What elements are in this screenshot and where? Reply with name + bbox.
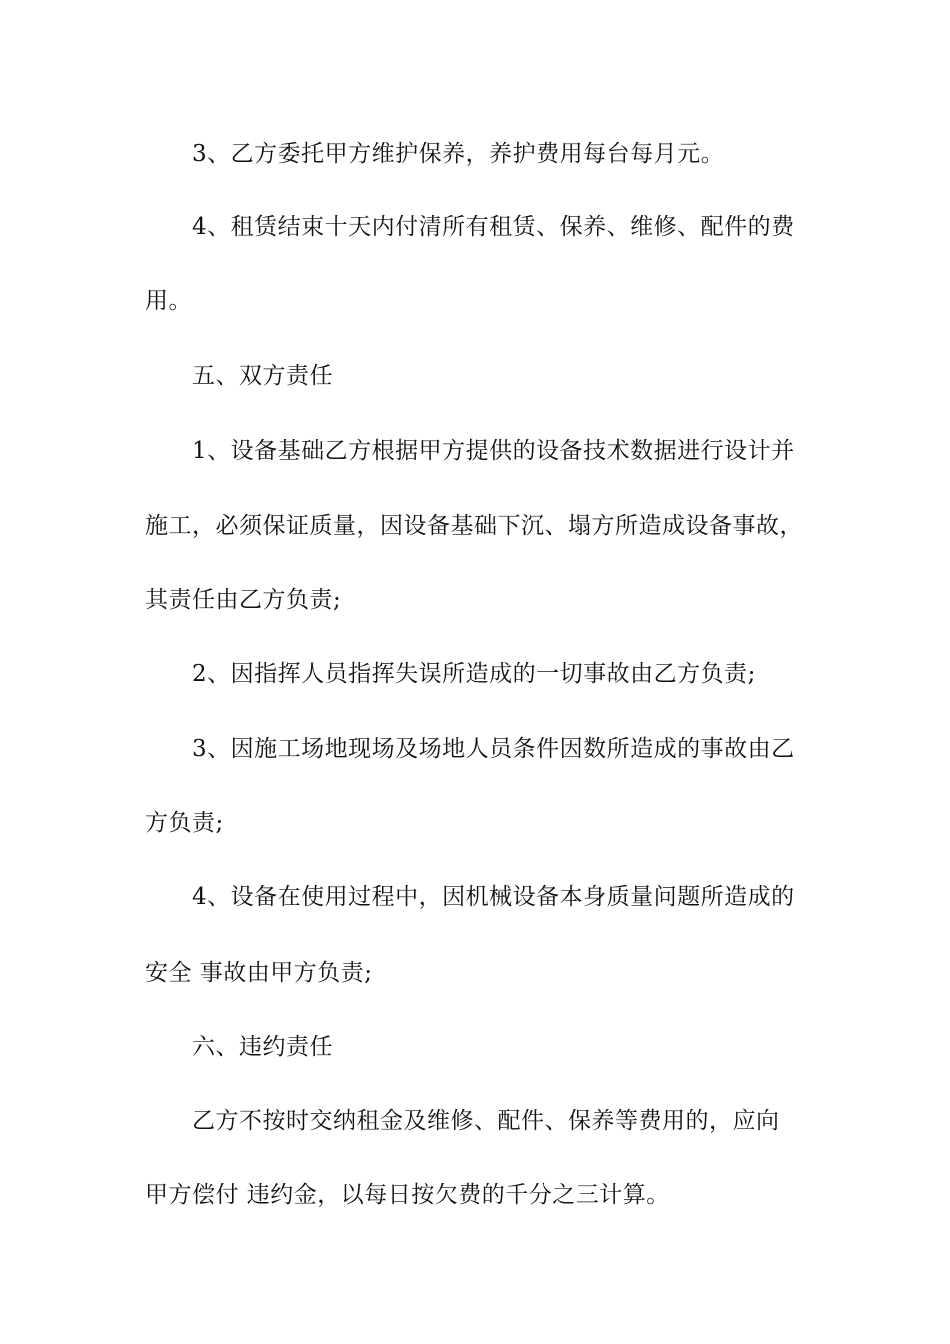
clause-5-1-line-3: 其责任由乙方负责; bbox=[145, 587, 342, 613]
clause-6-line-2: 甲方偿付 违约金，以每日按欠费的千分之三计算。 bbox=[145, 1182, 670, 1208]
clause-6-line-1: 乙方不按时交纳租金及维修、配件、保养等费用的，应向 bbox=[192, 1108, 780, 1134]
clause-4-3: 3、乙方委托甲方维护保养，养护费用每台每月元。 bbox=[192, 141, 725, 167]
section-6-heading: 六、违约责任 bbox=[192, 1034, 333, 1060]
clause-5-4-line-1: 4、设备在使用过程中，因机械设备本身质量问题所造成的 bbox=[192, 884, 795, 910]
clause-5-1-line-1: 1、设备基础乙方根据甲方提供的设备技术数据进行设计并 bbox=[192, 438, 795, 464]
clause-5-4-line-2: 安全 事故由甲方负责; bbox=[145, 960, 373, 986]
clause-5-3-line-2: 方负责; bbox=[145, 810, 224, 836]
clause-4-4-line-1: 4、租赁结束十天内付清所有租赁、保养、维修、配件的费 bbox=[192, 214, 795, 240]
clause-5-3-line-1: 3、因施工场地现场及场地人员条件因数所造成的事故由乙 bbox=[192, 736, 795, 762]
clause-5-2: 2、因指挥人员指挥失误所造成的一切事故由乙方负责; bbox=[192, 661, 756, 687]
clause-5-1-line-2: 施工，必须保证质量，因设备基础下沉、塌方所造成设备事故， bbox=[145, 513, 803, 539]
section-5-heading: 五、双方责任 bbox=[192, 363, 333, 389]
clause-4-4-line-2: 用。 bbox=[145, 288, 192, 314]
